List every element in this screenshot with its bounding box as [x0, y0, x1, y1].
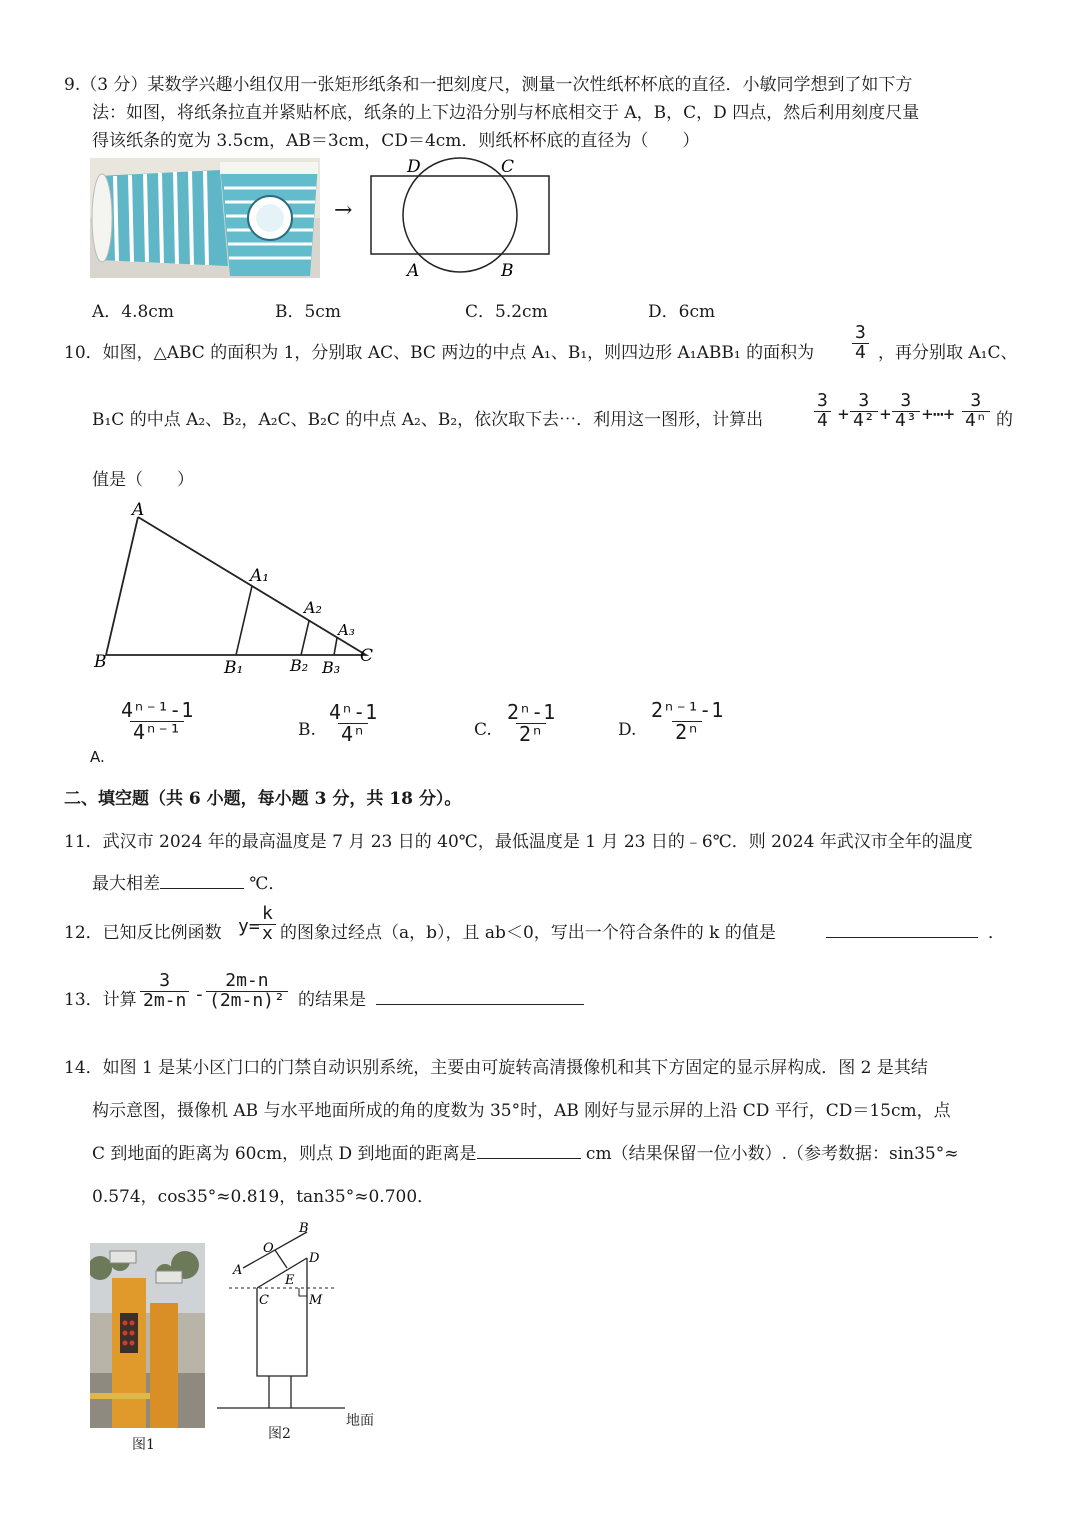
q14-answer-blank[interactable]	[477, 1144, 581, 1159]
q10-line3: 值是（ ）	[92, 470, 194, 490]
q13-fraction-1: $\frac{3}{2m-n}$	[140, 972, 189, 1011]
q10-option-d-label[interactable]: D.	[618, 720, 637, 740]
q10-option-a-label[interactable]: A.	[90, 748, 105, 766]
q10-option-c-label[interactable]: C.	[474, 720, 492, 740]
series-frac-1: $\frac{3}{4}$	[814, 392, 831, 431]
label-B: B	[299, 1221, 309, 1236]
q9-line1: 9.（3 分）某数学兴趣小组仅用一张矩形纸条和一把刻度尺，测量一次性纸杯杯底的直径．小敏同学想到了如下方	[64, 75, 913, 95]
q14-line1: 14．如图 1 是某小区门口的门禁自动识别系统，主要由可旋转高清摄像机和其下方固定的显示屏构成．图 2 是其结	[64, 1058, 928, 1078]
label-B3: B₃	[322, 658, 341, 677]
series-op-3: +⋯+	[922, 404, 955, 425]
label-C: C	[501, 157, 515, 177]
q12-func-lhs: y=	[238, 916, 260, 937]
label-E: E	[285, 1273, 295, 1288]
q10-option-d-fraction[interactable]: $\frac{\text{2ⁿ⁻¹-1}}{\text{2ⁿ}}$	[651, 698, 724, 744]
q12-answer-blank[interactable]	[826, 923, 978, 938]
label-A: A	[407, 261, 420, 281]
q13-text-b-row	[298, 985, 584, 1010]
q10-option-b-label[interactable]: B.	[298, 720, 316, 740]
q14-camera-diagram	[215, 1218, 385, 1418]
label-B: B	[94, 652, 107, 672]
series-op-2: +	[880, 404, 891, 425]
q12-fraction: $\frac{k}{x}$	[259, 905, 276, 944]
series-frac-4: $\frac{3}{\text{4ⁿ}}$	[962, 392, 990, 431]
q13-answer-blank[interactable]	[376, 990, 584, 1005]
q11-line2-b: ℃．	[244, 874, 286, 894]
section2-title: 二、填空题（共 6 小题，每小题 3 分，共 18 分）。	[64, 789, 462, 809]
q11-line2-a: 最大相差	[92, 874, 160, 894]
label-A: A	[233, 1263, 243, 1278]
q9-circle-diagram	[365, 152, 555, 282]
q10-line2-b: 的	[996, 410, 1013, 430]
q10-triangle-diagram	[88, 495, 388, 685]
gate-photo	[90, 1243, 205, 1428]
label-B2: B₂	[290, 656, 309, 675]
q9-line3: 得该纸条的宽为 3.5cm，AB＝3cm，CD＝4cm．则纸杯杯底的直径为（ ）	[92, 131, 700, 151]
label-B: B	[501, 261, 514, 281]
label-A3: A₃	[338, 621, 355, 639]
q10-option-c-fraction[interactable]: $\frac{\text{2ⁿ-1}}{\text{2ⁿ}}$	[507, 700, 556, 746]
label-C: C	[259, 1293, 269, 1308]
q10-option-b-fraction[interactable]: $\frac{\text{4ⁿ-1}}{\text{4ⁿ}}$	[329, 700, 378, 746]
arrow-icon: →	[334, 198, 353, 223]
label-O: O	[263, 1241, 274, 1256]
series-frac-3: $\frac{3}{\text{4³}}$	[892, 392, 920, 431]
q14-line2: 构示意图，摄像机 AB 与水平地面所成的角的度数为 35°时，AB 刚好与显示屏的上沿 CD 平行，CD＝15cm，点	[92, 1101, 951, 1121]
q14-line3-b: cm（结果保留一位小数）.（参考数据：sin35°≈	[580, 1144, 959, 1164]
series-op-1: +	[838, 404, 849, 425]
q11-line1: 11．武汉市 2024 年的最高温度是 7 月 23 日的 40℃，最低温度是 1 月 23 日的﹣6℃．则 2024 年武汉市全年的温度	[64, 832, 973, 852]
q9-option-c[interactable]: C．5.2cm	[465, 302, 548, 322]
q13-fraction-2: $\frac{2m-n}{\text{(2m-n)²}}$	[206, 972, 288, 1011]
fig2-caption: 图2	[268, 1426, 291, 1442]
q9-line2: 法：如图，将纸条拉直并紧贴杯底，纸条的上下边沿分别与杯底相交于 A，B，C，D 四点，然后利用刻度尺量	[92, 103, 920, 123]
q10-main-fraction: $\frac{3}{4}$	[852, 324, 869, 363]
q9-option-d[interactable]: D．6cm	[648, 302, 716, 322]
q13-text-b: 的结果是	[298, 990, 366, 1010]
q11-answer-blank[interactable]	[160, 874, 244, 889]
label-M: M	[309, 1293, 323, 1308]
label-D: D	[309, 1251, 320, 1266]
label-B1: B₁	[224, 658, 244, 678]
q10-line1-a: 10．如图，△ABC 的面积为 1，分别取 AC、BC 两边的中点 A₁、B₁，则四边形 A₁ABB₁ 的面积为	[64, 343, 815, 363]
q9-option-b[interactable]: B．5cm	[275, 302, 341, 322]
q14-line4: 0.574，cos35°≈0.819，tan35°≈0.700．	[92, 1187, 435, 1207]
q12-text-b: 的图象过经点（a，b），且 ab＜0，写出一个符合条件的 k 的值是	[280, 923, 776, 943]
q10-option-a-fraction[interactable]: $\frac{\text{4ⁿ⁻¹-1}}{\text{4ⁿ⁻¹}}$	[121, 698, 194, 744]
q13-text-a: 13．计算	[64, 990, 137, 1010]
label-C: C	[360, 646, 374, 666]
q10-line2-a: B₁C 的中点 A₂、B₂，A₂C、B₂C 的中点 A₂、B₂，依次取下去⋯．利用这一图形，计算出	[92, 410, 764, 430]
q12-text-a: 12．已知反比例函数	[64, 923, 222, 943]
q9-option-a[interactable]: A．4.8cm	[92, 302, 174, 322]
label-A1: A₁	[250, 566, 270, 586]
fig1-caption: 图1	[132, 1437, 155, 1453]
ground-label: 地面	[346, 1413, 374, 1429]
label-D: D	[407, 157, 421, 177]
q14-line3	[92, 1139, 958, 1164]
q11-line2	[92, 869, 285, 894]
q12-answer-row	[826, 918, 1005, 943]
q12-text-c: ．	[988, 923, 1005, 943]
label-A2: A₂	[304, 598, 322, 617]
q10-line1-b: ，再分别取 A₁C、	[878, 343, 1018, 363]
label-A: A	[132, 500, 145, 520]
cup-photo	[90, 158, 320, 278]
series-frac-2: $\frac{3}{\text{4²}}$	[850, 392, 878, 431]
q14-line3-a: C 到地面的距离为 60cm，则点 D 到地面的距离是	[92, 1144, 477, 1164]
q13-minus: -	[194, 984, 205, 1005]
